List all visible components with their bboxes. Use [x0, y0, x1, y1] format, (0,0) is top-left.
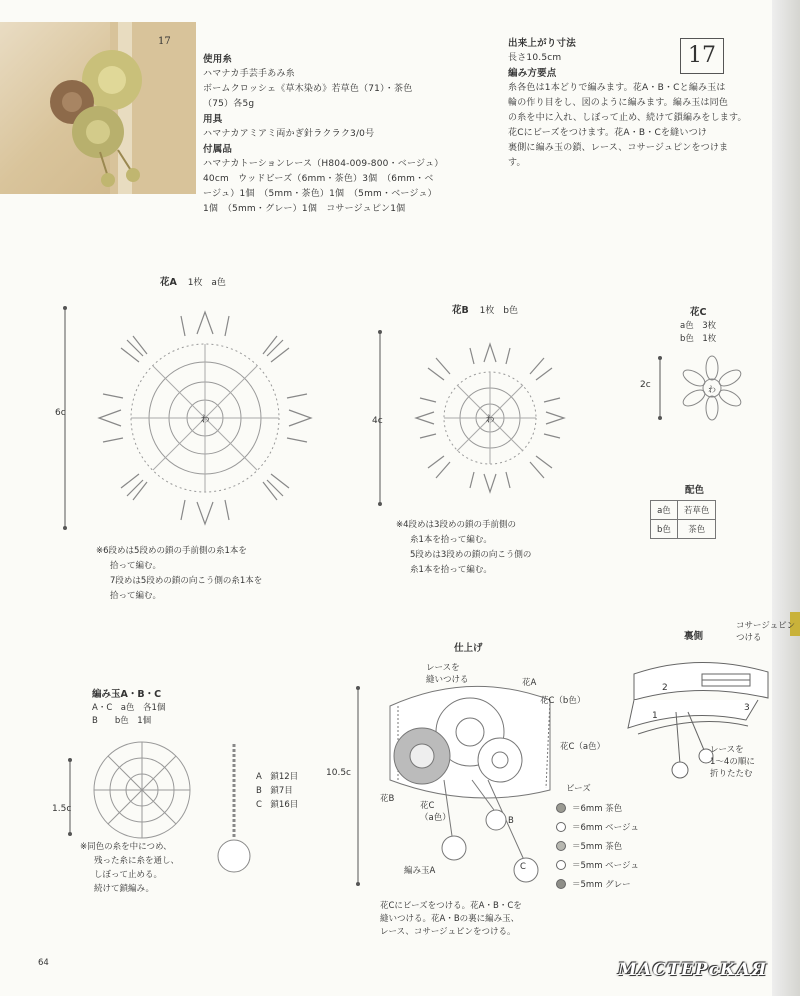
flowerA-notes — [96, 544, 262, 604]
color-table — [650, 500, 716, 539]
color-key: a色 — [651, 501, 678, 520]
back-num-2: 2 — [662, 683, 668, 693]
label-flowerA: 花A — [522, 678, 537, 688]
chain-B: B 鎖7目 — [256, 786, 293, 796]
color-row — [651, 501, 716, 520]
bead-item — [556, 857, 639, 872]
back-lace-2: 1〜4の順に — [710, 757, 755, 767]
label-ball-A: 編み玉A — [404, 866, 436, 876]
color-key: b色 — [651, 520, 678, 539]
balls-notes — [80, 840, 179, 896]
flowerA-count: 1枚 — [187, 278, 203, 288]
watermark-logo: МАСТЕРсКАЯ — [618, 960, 768, 980]
bead-item — [556, 800, 639, 815]
ball-chains — [256, 770, 298, 812]
balls-line-1: A・C a色 各1個 — [92, 703, 166, 713]
bead-item — [556, 876, 639, 891]
flowerB-note-2: 糸1本を拾って編む。 — [410, 535, 492, 545]
balls-note-3: しぼって止める。 — [94, 870, 163, 880]
label-flowerB: 花B — [380, 794, 395, 804]
flowerC-title: 花C — [690, 307, 707, 318]
bead-dot-icon — [556, 841, 566, 851]
yarn-line-3: （75）各5g — [203, 99, 255, 109]
balls-note-2: 残った糸に糸を通し、 — [94, 856, 180, 866]
back-lace-1: レースを — [710, 745, 744, 755]
color-value: 茶色 — [677, 520, 716, 539]
back-lace-3: 折りたたむ — [710, 769, 753, 779]
parts-heading: 付属品 — [203, 144, 233, 155]
flowerA-note-1: ※6段めは5段めの鎖の手前側の糸1本を — [96, 546, 247, 556]
flowerC-line-1: a色 3枚 — [680, 321, 717, 331]
beads-legend — [556, 800, 639, 891]
chain-A: A 鎖12目 — [256, 772, 299, 782]
flowerB-count: 1枚 — [479, 306, 495, 316]
label-ball-B: B — [508, 816, 514, 826]
bead-dot-icon — [556, 803, 566, 813]
bead-item — [556, 819, 639, 834]
flowerC-lines — [680, 320, 716, 346]
bead-dot-icon — [556, 879, 566, 889]
label-c-2: （a色） — [420, 813, 451, 823]
flowerB-note-3: 5段めは3段めの鎖の向こう側の — [410, 550, 532, 560]
method-line-1: 糸各色は1本どりで編みます。花A・B・Cと編み玉は — [508, 83, 726, 93]
flowerC-line-2: b色 1枚 — [680, 334, 717, 344]
assembly-note-1: 花Cにビーズをつける。花A・B・Cを — [380, 901, 522, 911]
assembly-height: 10.5c — [326, 768, 351, 778]
flowerA-height: 6c — [55, 408, 66, 418]
flowerC-center: わ — [708, 385, 716, 394]
label-flowerC-a2 — [420, 800, 451, 824]
balls-note-4: 続けて鎖編み。 — [94, 884, 155, 894]
parts-line-1: ハマナカトーションレース（H804-009-800・ベージュ） — [203, 159, 444, 169]
tools-line: ハマナカアミアミ両かぎ針ラクラク3/0号 — [203, 129, 375, 139]
flowerC-chart — [652, 352, 762, 424]
flowerC-height: 2c — [640, 380, 651, 390]
method-line-6: す。 — [508, 158, 526, 168]
lace-label-1: レースを — [426, 663, 460, 673]
label-c-1: 花C — [420, 801, 435, 811]
tools-heading: 用具 — [203, 114, 223, 125]
back-title: 裏側 — [684, 631, 704, 642]
chain-C: C 鎖16目 — [256, 800, 299, 810]
balls-line-2: B b色 1個 — [92, 716, 152, 726]
label-flowerC-b: 花C（b色） — [540, 696, 586, 706]
parts-line-2: 40cm ウッドビーズ（6mm・茶色）3個 （6mm・ベ — [203, 174, 434, 184]
ball-height: 1.5c — [52, 804, 72, 814]
page-binding-edge — [772, 0, 800, 996]
bead-dot-icon — [556, 822, 566, 832]
method-heading: 編み方要点 — [508, 68, 557, 79]
method-line-4: 花Cにビーズをつけます。花A・B・Cを縫いつけ — [508, 128, 707, 138]
flowerA-chart — [55, 296, 345, 541]
bead-label: ＝6mm ベージュ — [572, 822, 639, 833]
flowerA-note-3: 7段めは5段めの鎖の向こう側の糸1本を — [110, 576, 263, 586]
bead-label: ＝5mm ベージュ — [572, 860, 639, 871]
flowerB-note-1: ※4段めは3段めの鎖の手前側の — [396, 520, 516, 530]
assembly-lace-label — [426, 662, 469, 686]
beads-title: ビーズ — [566, 784, 591, 794]
flowerB-note-4: 糸1本を拾って編む。 — [410, 565, 492, 575]
colors-title: 配色 — [685, 485, 705, 496]
pin-label-1: コサージュピン — [736, 621, 796, 631]
balls-note-1: ※同色の糸を中につめ、 — [80, 842, 172, 852]
assembly-notes — [380, 900, 522, 939]
ball-chain-illustration — [214, 738, 254, 878]
photo-number: 17 — [158, 36, 171, 47]
size-heading: 出来上がり寸法 — [508, 38, 576, 49]
pin-label-2: つける — [736, 633, 762, 643]
bead-label: ＝5mm 茶色 — [572, 841, 623, 852]
flowerA-title: 花A — [160, 277, 177, 288]
color-value: 若草色 — [677, 501, 716, 520]
flowerA-center: わ — [200, 415, 210, 425]
flowerA-heading — [160, 274, 226, 288]
lace-label-2: 縫いつける — [426, 675, 469, 685]
flowerA-note-2: 拾って編む。 — [110, 561, 162, 571]
flowerB-height: 4c — [372, 416, 383, 426]
flowerA-color: a色 — [211, 278, 226, 288]
pattern-number-box: 17 — [680, 38, 724, 74]
parts-line-3: ージュ）1個 （5mm・茶色）1個 （5mm・ベージュ） — [203, 189, 437, 199]
balls-title: 編み玉A・B・C — [92, 689, 162, 700]
back-num-3: 3 — [744, 703, 750, 713]
bead-label: ＝6mm 茶色 — [572, 803, 623, 814]
flowerB-title: 花B — [452, 305, 469, 316]
product-photo — [0, 22, 196, 194]
yarn-line-1: ハマナカ手芸手あみ糸 — [203, 69, 295, 79]
bead-dot-icon — [556, 860, 566, 870]
flowerB-heading — [452, 302, 518, 316]
yarn-heading: 使用糸 — [203, 54, 233, 65]
bead-item — [556, 838, 639, 853]
method-line-5: 裏側に編み玉の鎖、レース、コサージュピンをつけま — [508, 143, 729, 153]
parts-line-4: 1個 （5mm・グレー）1個 コサージュピン1個 — [203, 204, 406, 214]
page-number: 64 — [38, 958, 49, 968]
ball-chart — [60, 730, 200, 840]
label-ball-C: C — [520, 862, 526, 872]
flowerA-note-4: 拾って編む。 — [110, 591, 162, 601]
balls-lines — [92, 702, 165, 728]
color-row — [651, 520, 716, 539]
method-line-2: 輪の作り目をし、図のように編みます。編み玉は同色 — [508, 98, 729, 108]
assembly-note-3: レース、コサージュピンをつける。 — [380, 927, 516, 937]
finish-block — [508, 36, 770, 171]
flowerB-chart — [370, 318, 590, 518]
back-num-1: 1 — [652, 711, 658, 721]
flowerB-center: わ — [485, 415, 495, 425]
materials-block — [203, 52, 503, 217]
flowerB-notes — [396, 518, 531, 578]
method-line-3: の糸を中に入れ、しぼって止め、続けて鎖編みをします。 — [508, 113, 747, 123]
yarn-line-2: ボームクロッシェ《草木染め》若草色（71）・茶色 — [203, 84, 413, 94]
back-pin-label — [736, 620, 795, 644]
brooch-illustration — [0, 22, 196, 194]
size-value: 長さ10.5cm — [508, 53, 562, 63]
flowerB-color: b色 — [503, 306, 518, 316]
assembly-title: 仕上げ — [454, 643, 483, 654]
label-flowerC-a: 花C（a色） — [560, 742, 606, 752]
back-lace-note — [710, 744, 755, 780]
bead-label: ＝5mm グレー — [572, 879, 631, 890]
assembly-note-2: 縫いつける。花A・Bの裏に編み玉、 — [380, 914, 520, 924]
